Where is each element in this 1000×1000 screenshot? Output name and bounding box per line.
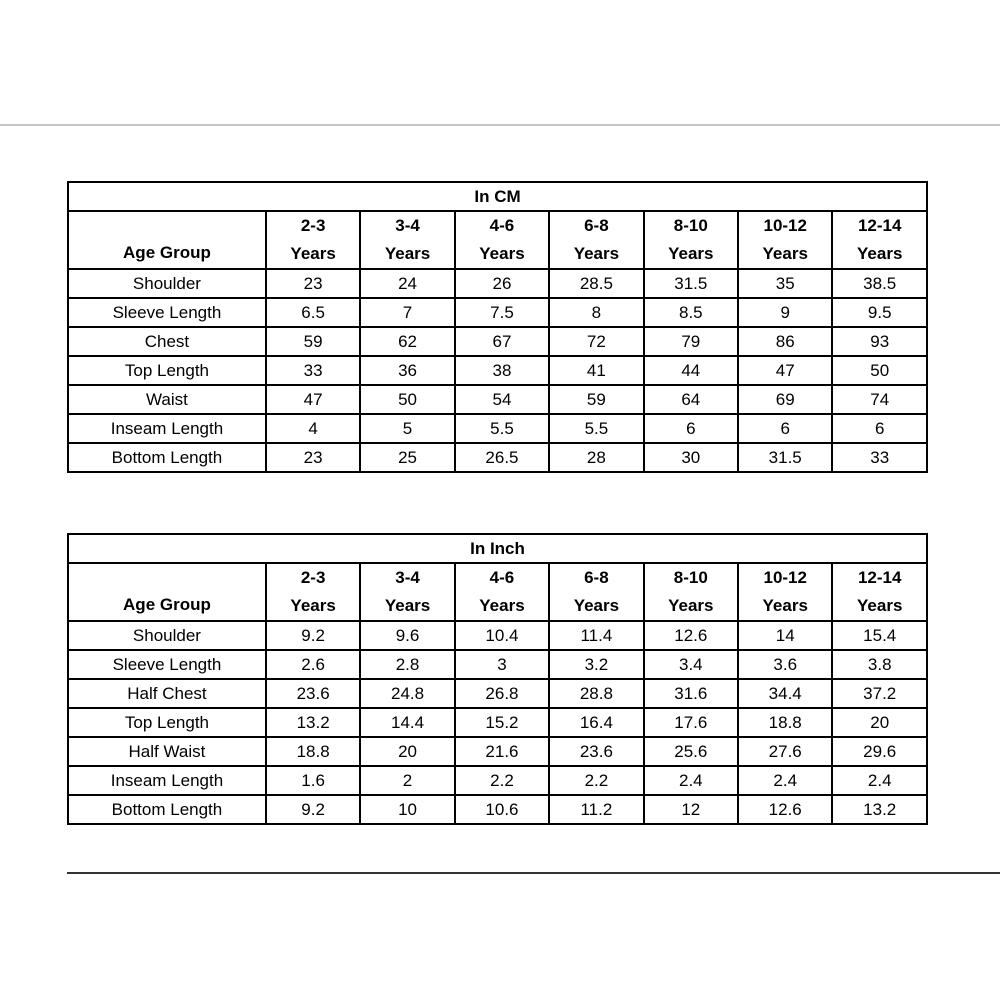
measurement-value: 44 — [644, 356, 738, 385]
measurement-value: 6 — [832, 414, 927, 443]
measurement-label: Half Chest — [68, 679, 266, 708]
size-chart-cm-table — [67, 181, 928, 473]
measurement-label: Shoulder — [68, 269, 266, 298]
column-age-range: 6-8 — [584, 568, 609, 587]
measurement-label: Chest — [68, 327, 266, 356]
column-header — [738, 563, 832, 621]
table-row — [68, 679, 927, 708]
measurement-value: 10.6 — [455, 795, 549, 824]
measurement-value: 33 — [832, 443, 927, 472]
measurement-value: 31.5 — [738, 443, 832, 472]
column-age-unit: Years — [384, 244, 431, 263]
column-header — [266, 563, 360, 621]
column-age-unit: Years — [290, 596, 336, 615]
column-header — [832, 211, 927, 269]
measurement-value: 3.8 — [832, 650, 927, 679]
table-row — [68, 708, 927, 737]
column-header — [360, 211, 454, 269]
table-row — [68, 298, 927, 327]
column-age-range: 8-10 — [673, 568, 708, 587]
column-age-range: 12-14 — [857, 568, 902, 587]
measurement-value: 26.5 — [455, 443, 549, 472]
measurement-value: 9.6 — [360, 621, 454, 650]
measurement-value: 72 — [549, 327, 643, 356]
measurement-value: 47 — [738, 356, 832, 385]
column-header — [455, 211, 549, 269]
column-age-unit: Years — [384, 596, 431, 615]
column-header — [549, 211, 643, 269]
column-age-range: 12-14 — [857, 216, 902, 235]
measurement-value: 3.6 — [738, 650, 832, 679]
measurement-value: 47 — [266, 385, 360, 414]
measurement-value: 35 — [738, 269, 832, 298]
measurement-value: 36 — [360, 356, 454, 385]
measurement-value: 33 — [266, 356, 360, 385]
table-row — [68, 327, 927, 356]
column-age-range: 3-4 — [395, 568, 420, 587]
measurement-value: 2.4 — [832, 766, 927, 795]
column-header — [266, 211, 360, 269]
table-row — [68, 737, 927, 766]
measurement-value: 10 — [360, 795, 454, 824]
column-header — [360, 563, 454, 621]
measurement-value: 2.2 — [455, 766, 549, 795]
measurement-value: 64 — [644, 385, 738, 414]
column-age-range: 2-3 — [300, 568, 326, 587]
column-age-unit: Years — [857, 244, 903, 263]
bottom-divider — [67, 872, 1000, 874]
table-title-row — [68, 534, 927, 563]
measurement-label: Bottom Length — [68, 443, 266, 472]
measurement-value: 69 — [738, 385, 832, 414]
measurement-value: 28.5 — [549, 269, 643, 298]
measurement-value: 41 — [549, 356, 643, 385]
column-age-range: 4-6 — [489, 568, 515, 587]
measurement-value: 2.2 — [549, 766, 643, 795]
measurement-value: 23 — [266, 443, 360, 472]
measurement-value: 16.4 — [549, 708, 643, 737]
measurement-value: 4 — [266, 414, 360, 443]
table-row — [68, 385, 927, 414]
measurement-value: 26.8 — [455, 679, 549, 708]
measurement-value: 6 — [644, 414, 738, 443]
column-header — [738, 211, 832, 269]
measurement-value: 2 — [360, 766, 454, 795]
measurement-value: 5 — [360, 414, 454, 443]
measurement-value: 34.4 — [738, 679, 832, 708]
measurement-label: Top Length — [68, 708, 266, 737]
measurement-value: 15.4 — [832, 621, 927, 650]
measurement-value: 74 — [832, 385, 927, 414]
measurement-value: 17.6 — [644, 708, 738, 737]
column-header — [832, 563, 927, 621]
column-age-range: 8-10 — [673, 216, 708, 235]
measurement-value: 25 — [360, 443, 454, 472]
measurement-value: 12.6 — [738, 795, 832, 824]
column-header — [644, 211, 738, 269]
measurement-value: 30 — [644, 443, 738, 472]
measurement-value: 93 — [832, 327, 927, 356]
column-header — [455, 563, 549, 621]
table-row — [68, 650, 927, 679]
measurement-value: 5.5 — [549, 414, 643, 443]
column-age-unit: Years — [479, 596, 525, 615]
measurement-value: 27.6 — [738, 737, 832, 766]
measurement-value: 9.2 — [266, 795, 360, 824]
measurement-value: 2.6 — [266, 650, 360, 679]
measurement-value: 23.6 — [549, 737, 643, 766]
measurement-value: 38.5 — [832, 269, 927, 298]
measurement-value: 9 — [738, 298, 832, 327]
column-age-unit: Years — [479, 244, 525, 263]
measurement-label: Sleeve Length — [68, 298, 266, 327]
measurement-value: 12.6 — [644, 621, 738, 650]
size-chart-inch-table — [67, 533, 928, 825]
measurement-label: Waist — [68, 385, 266, 414]
table-title-row — [68, 182, 927, 211]
measurement-value: 14.4 — [360, 708, 454, 737]
measurement-value: 21.6 — [455, 737, 549, 766]
table-row — [68, 414, 927, 443]
measurement-value: 10.4 — [455, 621, 549, 650]
table-header-row — [68, 563, 927, 621]
table-title: In CM — [68, 182, 927, 211]
measurement-value: 9.2 — [266, 621, 360, 650]
measurement-value: 1.6 — [266, 766, 360, 795]
column-age-unit: Years — [290, 244, 336, 263]
measurement-value: 18.8 — [738, 708, 832, 737]
measurement-value: 15.2 — [455, 708, 549, 737]
age-group-header: Age Group — [68, 211, 266, 269]
measurement-value: 18.8 — [266, 737, 360, 766]
column-age-unit: Years — [573, 596, 620, 615]
column-age-range: 10-12 — [763, 216, 807, 235]
measurement-value: 6 — [738, 414, 832, 443]
measurement-value: 20 — [832, 708, 927, 737]
column-age-range: 4-6 — [489, 216, 515, 235]
measurement-label: Sleeve Length — [68, 650, 266, 679]
table-row — [68, 795, 927, 824]
measurement-label: Inseam Length — [68, 414, 266, 443]
measurement-value: 50 — [360, 385, 454, 414]
measurement-value: 3.2 — [549, 650, 643, 679]
column-age-range: 10-12 — [763, 568, 807, 587]
measurement-value: 8 — [549, 298, 643, 327]
measurement-value: 86 — [738, 327, 832, 356]
measurement-value: 29.6 — [832, 737, 927, 766]
column-age-unit: Years — [762, 244, 808, 263]
column-age-unit: Years — [668, 244, 714, 263]
measurement-value: 67 — [455, 327, 549, 356]
measurement-value: 2.8 — [360, 650, 454, 679]
measurement-value: 8.5 — [644, 298, 738, 327]
column-age-unit: Years — [668, 596, 714, 615]
measurement-value: 13.2 — [266, 708, 360, 737]
measurement-value: 9.5 — [832, 298, 927, 327]
measurement-value: 24.8 — [360, 679, 454, 708]
measurement-value: 59 — [549, 385, 643, 414]
top-divider — [0, 124, 1000, 126]
measurement-value: 54 — [455, 385, 549, 414]
table-row — [68, 443, 927, 472]
measurement-value: 11.4 — [549, 621, 643, 650]
measurement-value: 24 — [360, 269, 454, 298]
column-age-unit: Years — [857, 596, 903, 615]
column-age-range: 3-4 — [395, 216, 420, 235]
measurement-label: Half Waist — [68, 737, 266, 766]
table-title: In Inch — [68, 534, 927, 563]
measurement-value: 3.4 — [644, 650, 738, 679]
measurement-value: 38 — [455, 356, 549, 385]
measurement-label: Shoulder — [68, 621, 266, 650]
measurement-value: 23.6 — [266, 679, 360, 708]
measurement-value: 59 — [266, 327, 360, 356]
measurement-value: 2.4 — [738, 766, 832, 795]
column-age-range: 2-3 — [300, 216, 326, 235]
measurement-value: 6.5 — [266, 298, 360, 327]
measurement-value: 31.5 — [644, 269, 738, 298]
column-age-unit: Years — [762, 596, 808, 615]
table-header-row — [68, 211, 927, 269]
table-row — [68, 356, 927, 385]
measurement-value: 14 — [738, 621, 832, 650]
column-age-unit: Years — [573, 244, 620, 263]
measurement-value: 7.5 — [455, 298, 549, 327]
measurement-label: Top Length — [68, 356, 266, 385]
table-row — [68, 621, 927, 650]
measurement-value: 50 — [832, 356, 927, 385]
measurement-value: 7 — [360, 298, 454, 327]
measurement-label: Bottom Length — [68, 795, 266, 824]
measurement-value: 37.2 — [832, 679, 927, 708]
measurement-value: 28.8 — [549, 679, 643, 708]
measurement-value: 31.6 — [644, 679, 738, 708]
age-group-header: Age Group — [68, 563, 266, 621]
measurement-value: 5.5 — [455, 414, 549, 443]
measurement-value: 12 — [644, 795, 738, 824]
column-header — [644, 563, 738, 621]
measurement-value: 23 — [266, 269, 360, 298]
column-age-range: 6-8 — [584, 216, 609, 235]
measurement-value: 3 — [455, 650, 549, 679]
measurement-value: 26 — [455, 269, 549, 298]
measurement-value: 11.2 — [549, 795, 643, 824]
measurement-value: 62 — [360, 327, 454, 356]
measurement-value: 13.2 — [832, 795, 927, 824]
measurement-value: 20 — [360, 737, 454, 766]
measurement-value: 79 — [644, 327, 738, 356]
measurement-value: 25.6 — [644, 737, 738, 766]
column-header — [549, 563, 643, 621]
measurement-value: 2.4 — [644, 766, 738, 795]
table-row — [68, 269, 927, 298]
table-row — [68, 766, 927, 795]
measurement-label: Inseam Length — [68, 766, 266, 795]
measurement-value: 28 — [549, 443, 643, 472]
